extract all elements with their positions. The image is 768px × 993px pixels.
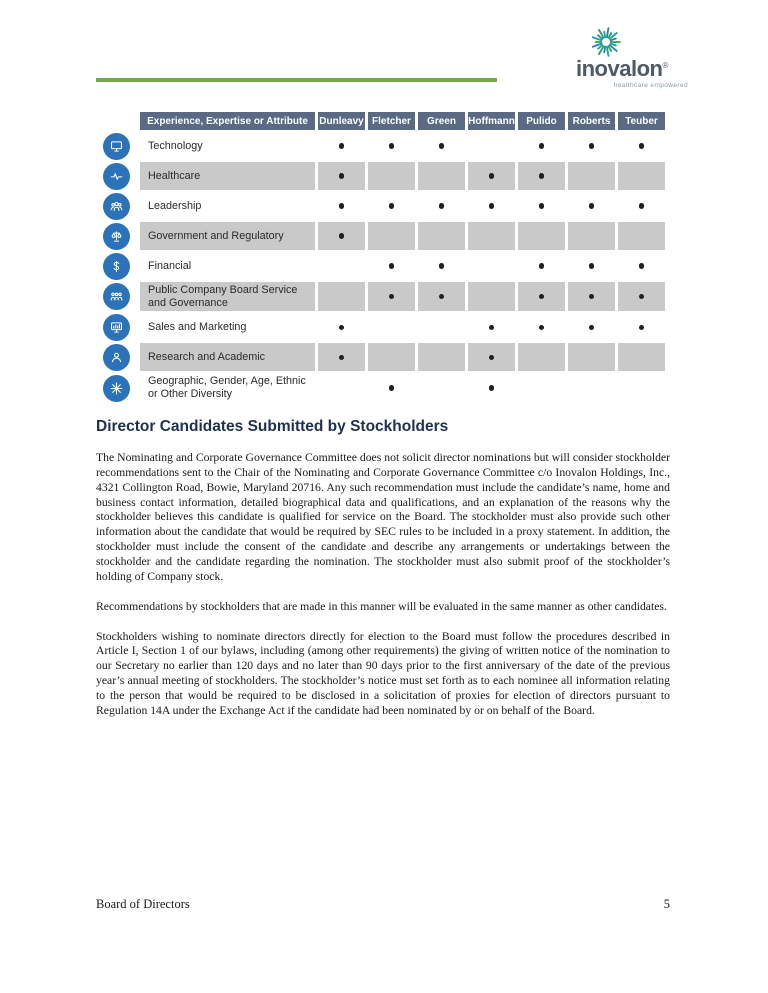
skill-dot bbox=[389, 143, 395, 149]
empty-mark-cell bbox=[418, 222, 465, 250]
skill-dot bbox=[589, 294, 595, 300]
body-text bbox=[96, 451, 670, 734]
matrix-row bbox=[96, 313, 670, 341]
skill-mark-cell bbox=[568, 132, 615, 160]
skill-mark-cell bbox=[518, 132, 565, 160]
empty-mark-cell bbox=[318, 282, 365, 311]
row-icon-cell bbox=[96, 192, 137, 220]
skill-mark-cell bbox=[518, 162, 565, 190]
skill-dot bbox=[589, 143, 595, 149]
row-label: Geographic, Gender, Age, Ethnic or Other Diversity bbox=[148, 375, 306, 401]
empty-mark-cell bbox=[418, 313, 465, 341]
empty-mark-cell bbox=[368, 313, 415, 341]
matrix-row bbox=[96, 343, 670, 371]
empty-mark-cell bbox=[468, 282, 515, 311]
skill-dot bbox=[539, 263, 545, 269]
empty-mark-cell bbox=[618, 373, 665, 402]
logo-wordmark bbox=[576, 58, 688, 80]
skill-dot bbox=[489, 355, 495, 361]
empty-mark-cell bbox=[518, 373, 565, 402]
row-label: Research and Academic bbox=[140, 343, 315, 371]
skill-mark-cell bbox=[368, 192, 415, 220]
skill-dot bbox=[339, 233, 345, 239]
skill-dot bbox=[439, 143, 445, 149]
skills-matrix bbox=[96, 112, 670, 405]
logo-tagline: healthcare empowered bbox=[613, 82, 688, 89]
registered-mark: ® bbox=[662, 61, 668, 70]
skill-dot bbox=[389, 385, 395, 391]
skill-dot bbox=[489, 203, 495, 209]
skill-dot bbox=[589, 263, 595, 269]
skill-mark-cell bbox=[418, 282, 465, 311]
skill-dot bbox=[339, 173, 345, 179]
heartbeat-icon bbox=[103, 163, 130, 190]
skill-dot bbox=[339, 355, 345, 361]
skill-mark-cell bbox=[568, 282, 615, 311]
empty-mark-cell bbox=[418, 343, 465, 371]
skill-dot bbox=[339, 143, 345, 149]
skill-mark-cell bbox=[318, 222, 365, 250]
paragraph: Stockholders wishing to nominate directors directly for election to the Board must follow the procedures described in Article I, Section 1 of our bylaws, including (among other requirements) the giving of written notice of the nomination to our Secretary no earlier than 120 days and no later than 90 days prior to the first anniversary of the date of the previous year’s annual meeting of stockholders. The stockholder’s notice must set forth as to each nominee all information relating to the person that would be required to be disclosed in a solicitation of proxies for election of directors pursuant to Regulation 14A under the Exchange Act if the candidate had been nominated by or on behalf of the Board. bbox=[96, 629, 670, 717]
skill-dot bbox=[489, 325, 495, 331]
paragraph: Recommendations by stockholders that are made in this manner will be evaluated in the same manner as other candidates. bbox=[96, 599, 667, 613]
section-heading: Director Candidates Submitted by Stockholders bbox=[96, 418, 449, 435]
row-icon-cell bbox=[96, 132, 137, 160]
matrix-row bbox=[96, 222, 670, 250]
skill-dot bbox=[439, 263, 445, 269]
column-header-fletcher: Fletcher bbox=[368, 112, 415, 130]
empty-mark-cell bbox=[368, 162, 415, 190]
skill-mark-cell bbox=[468, 373, 515, 402]
logo-burst-icon bbox=[576, 26, 688, 58]
skill-dot bbox=[439, 294, 445, 300]
skill-mark-cell bbox=[318, 162, 365, 190]
skill-dot bbox=[489, 173, 495, 179]
empty-mark-cell bbox=[368, 343, 415, 371]
board-icon bbox=[103, 283, 130, 310]
matrix-header-spacer bbox=[96, 112, 137, 130]
skill-mark-cell bbox=[568, 192, 615, 220]
skill-mark-cell bbox=[468, 162, 515, 190]
skill-dot bbox=[589, 325, 595, 331]
skill-mark-cell bbox=[418, 252, 465, 280]
row-label: Leadership bbox=[148, 199, 202, 212]
dollar-icon bbox=[103, 253, 130, 280]
matrix-header-row bbox=[96, 112, 670, 130]
skill-dot bbox=[539, 143, 545, 149]
inovalon-logo bbox=[576, 26, 688, 89]
skill-mark-cell bbox=[568, 252, 615, 280]
skill-mark-cell bbox=[318, 132, 365, 160]
skill-mark-cell bbox=[368, 252, 415, 280]
skill-mark-cell bbox=[618, 132, 665, 160]
row-label: Government and Regulatory bbox=[140, 222, 315, 250]
empty-mark-cell bbox=[568, 373, 615, 402]
skill-dot bbox=[589, 203, 595, 209]
skill-mark-cell bbox=[468, 343, 515, 371]
monitor-icon bbox=[103, 133, 130, 160]
skill-mark-cell bbox=[518, 282, 565, 311]
matrix-header-label: Experience, Expertise or Attribute bbox=[140, 112, 315, 130]
presentation-icon bbox=[103, 314, 130, 341]
skill-dot bbox=[539, 325, 545, 331]
empty-mark-cell bbox=[468, 252, 515, 280]
row-label: Financial bbox=[148, 259, 192, 272]
logo-brand-text: inovalon bbox=[576, 56, 663, 81]
skill-mark-cell bbox=[318, 192, 365, 220]
empty-mark-cell bbox=[568, 222, 615, 250]
skill-mark-cell bbox=[518, 192, 565, 220]
row-icon-cell bbox=[96, 313, 137, 341]
skill-dot bbox=[539, 294, 545, 300]
matrix-row bbox=[96, 282, 670, 311]
empty-mark-cell bbox=[318, 373, 365, 402]
skill-mark-cell bbox=[368, 282, 415, 311]
header-rule bbox=[96, 78, 497, 82]
skill-mark-cell bbox=[618, 313, 665, 341]
diversity-icon bbox=[103, 375, 130, 402]
skill-mark-cell bbox=[618, 252, 665, 280]
skill-mark-cell bbox=[318, 313, 365, 341]
skill-mark-cell bbox=[368, 132, 415, 160]
skill-dot bbox=[389, 294, 395, 300]
academic-icon bbox=[103, 344, 130, 371]
skill-dot bbox=[339, 325, 345, 331]
skill-mark-cell bbox=[518, 313, 565, 341]
empty-mark-cell bbox=[518, 343, 565, 371]
paragraph: The Nominating and Corporate Governance Committee does not solicit director nominations but will consider stockholder recommendations sent to the Chair of the Nominating and Corporate Governance Committee c/o Inovalon Holdings, Inc., 4321 Collington Road, Bowie, Maryland 20716. Any such recommendation must include the candidate’s name, home and business contact information, detailed biographical data and qualifications, and an explanation of the reasons why the stockholder believes this candidate is qualified for service on the Board. The stockholder must also provide such other information about the candidate that would be required by SEC rules to be included in a proxy statement. In addition, the stockholder must include the consent of the candidate and describe any arrangements or undertakings between the stockholder and the candidate regarding the nomination. The stockholder must also submit proof of the stockholder’s holding of Company stock. bbox=[96, 451, 670, 583]
skill-mark-cell bbox=[418, 192, 465, 220]
column-header-green: Green bbox=[418, 112, 465, 130]
empty-mark-cell bbox=[618, 343, 665, 371]
row-icon-cell bbox=[96, 282, 137, 311]
empty-mark-cell bbox=[568, 162, 615, 190]
row-label: Public Company Board Service and Governance bbox=[140, 282, 315, 311]
skill-dot bbox=[639, 294, 645, 300]
skill-mark-cell bbox=[618, 282, 665, 311]
row-icon-cell bbox=[96, 252, 137, 280]
row-label: Technology bbox=[148, 139, 203, 152]
page-footer bbox=[96, 897, 670, 912]
skill-dot bbox=[389, 203, 395, 209]
column-header-dunleavy: Dunleavy bbox=[318, 112, 365, 130]
empty-mark-cell bbox=[518, 222, 565, 250]
matrix-row bbox=[96, 373, 670, 402]
empty-mark-cell bbox=[368, 222, 415, 250]
empty-mark-cell bbox=[418, 373, 465, 402]
people-icon bbox=[103, 193, 130, 220]
matrix-row bbox=[96, 162, 670, 190]
skill-dot bbox=[639, 143, 645, 149]
empty-mark-cell bbox=[468, 132, 515, 160]
matrix-row bbox=[96, 192, 670, 220]
column-header-teuber: Teuber bbox=[618, 112, 665, 130]
skill-dot bbox=[539, 173, 545, 179]
skill-dot bbox=[639, 263, 645, 269]
row-icon-cell bbox=[96, 343, 137, 371]
row-label: Sales and Marketing bbox=[148, 321, 247, 334]
skill-mark-cell bbox=[468, 313, 515, 341]
row-icon-cell bbox=[96, 373, 137, 402]
skill-mark-cell bbox=[518, 252, 565, 280]
skill-dot bbox=[639, 325, 645, 331]
skill-dot bbox=[389, 263, 395, 269]
column-header-roberts: Roberts bbox=[568, 112, 615, 130]
footer-section-title: Board of Directors bbox=[96, 897, 190, 911]
skill-mark-cell bbox=[368, 373, 415, 402]
page-number: 5 bbox=[663, 897, 670, 911]
skill-mark-cell bbox=[618, 192, 665, 220]
empty-mark-cell bbox=[418, 162, 465, 190]
skill-mark-cell bbox=[418, 132, 465, 160]
column-header-hoffmann: Hoffmann bbox=[468, 112, 515, 130]
empty-mark-cell bbox=[318, 252, 365, 280]
row-icon-cell bbox=[96, 162, 137, 190]
empty-mark-cell bbox=[618, 162, 665, 190]
skill-dot bbox=[339, 203, 345, 209]
skill-dot bbox=[539, 203, 545, 209]
skill-mark-cell bbox=[568, 313, 615, 341]
skill-mark-cell bbox=[318, 343, 365, 371]
skill-mark-cell bbox=[468, 192, 515, 220]
skill-dot bbox=[489, 385, 495, 391]
skill-dot bbox=[639, 203, 645, 209]
matrix-row bbox=[96, 252, 670, 280]
empty-mark-cell bbox=[568, 343, 615, 371]
empty-mark-cell bbox=[618, 222, 665, 250]
skill-dot bbox=[439, 203, 445, 209]
column-header-pulido: Pulido bbox=[518, 112, 565, 130]
scales-icon bbox=[103, 223, 130, 250]
row-label: Healthcare bbox=[140, 162, 315, 190]
matrix-row bbox=[96, 132, 670, 160]
row-icon-cell bbox=[96, 222, 137, 250]
empty-mark-cell bbox=[468, 222, 515, 250]
